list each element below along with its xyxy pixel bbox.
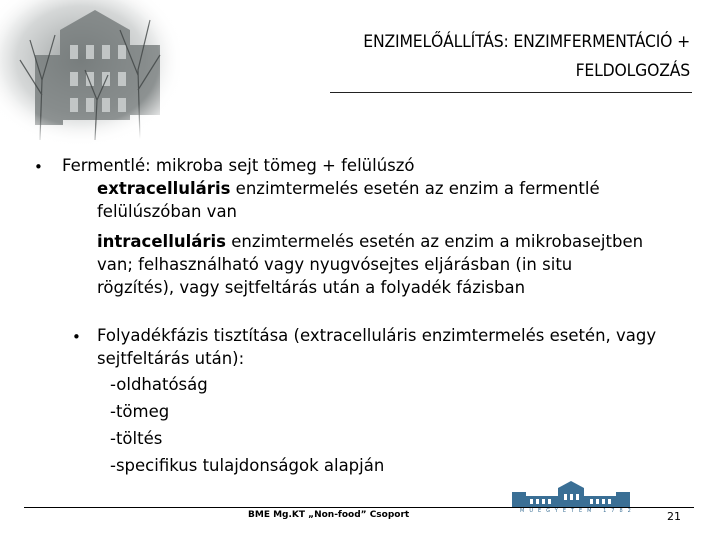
bullet1-intra-line2: van; felhasználható vagy nyugvósejtes eljárásban (in situ: [97, 255, 573, 274]
title-line-2: FELDOLGOZÁS: [575, 61, 690, 81]
footer-credit: BME Mg.KT „Non-food” Csoport: [248, 510, 410, 520]
bullet1-extra-line2: felülúszóban van: [97, 202, 238, 221]
bullet1-intra-line1: [97, 231, 643, 253]
bullet-marker-1: •: [34, 158, 43, 176]
bullet2-item: -tömeg: [110, 402, 170, 421]
bullet2-item: -specifikus tulajdonságok alapján: [110, 456, 385, 475]
logo-caption: MŰEGYETEM 1782: [520, 508, 636, 514]
bullet1-lead: Fermentlé: mikroba sejt tömeg + felülúszó: [62, 156, 415, 175]
title-line-1: ENZIMELŐÁLLÍTÁS: ENZIMFERMENTÁCIÓ +: [363, 32, 690, 52]
intra-bold-term: intracelluláris: [97, 232, 226, 251]
bullet-marker-2: •: [72, 328, 81, 346]
bullet2-line2: sejtfeltárás után):: [97, 349, 245, 368]
bullet2-item: -oldhatóság: [110, 375, 208, 394]
bullet2-item: -töltés: [110, 429, 163, 448]
extra-bold-term: extracelluláris: [97, 179, 231, 198]
intra-rest: enzimtermelés esetén az enzim a mikrobasejtben: [226, 232, 644, 251]
bullet2-line1: Folyadékfázis tisztítása (extracelluláris enzimtermelés esetén, vagy: [97, 326, 657, 345]
extra-rest: enzimtermelés esetén az enzim a fermentlé: [230, 179, 600, 198]
page-number: 21: [667, 510, 681, 523]
bullet1-intra-line3: rögzítés), vagy sejtfeltárás után a folyadék fázisban: [97, 278, 526, 297]
bullet1-extra-line1: [97, 178, 600, 200]
footer-divider: [24, 507, 694, 508]
